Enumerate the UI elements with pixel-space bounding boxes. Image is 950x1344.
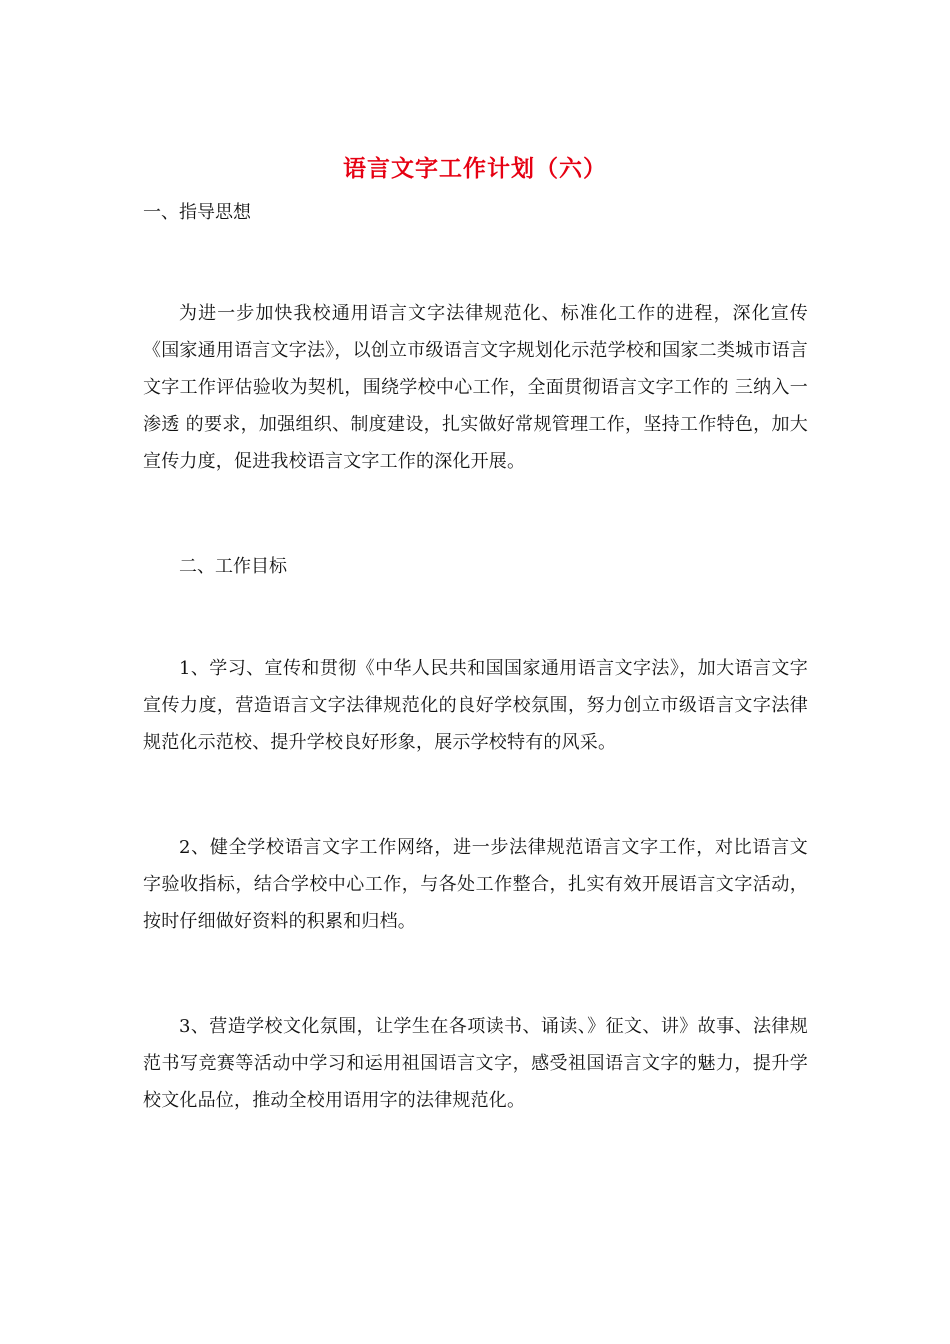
paragraph-goal-1: 1、学习、宣传和贯彻《中华人民共和国国家通用语言文字法》，加大语言文字宣传力度，营造语言文字法律规范化的良好学校氛围，努力创立市级语言文字法律规范化示范校、提升学校良好形象，展示学校特有的风采。	[143, 658, 808, 753]
paragraph-goal-2: 2、健全学校语言文字工作网络，进一步法律规范语言文字工作，对比语言文字验收指标，结合学校中心工作，与各处工作整合，扎实有效开展语言文字活动，按时仔细做好资料的积累和归档。	[143, 837, 808, 932]
paragraph-goal-3: 3、营造学校文化氛围，让学生在各项读书、诵读、》征文、讲》故事、法律规范书写竞赛等活动中学习和运用祖国语言文字，感受祖国语言文字的魅力，提升学校文化品位，推动全校用语用字的法律规范化。	[143, 1016, 808, 1111]
document-title: 语言文字工作计划（六）	[343, 155, 607, 182]
section-heading-guiding-ideology: 一、指导思想	[143, 202, 251, 223]
section-heading-work-goals: 二、工作目标	[179, 556, 287, 577]
paragraph-guiding-ideology: 为进一步加快我校通用语言文字法律规范化、标准化工作的进程，深化宣传《国家通用语言文字法》，以创立市级语言文字规划化示范学校和国家二类城市语言文字工作评估验收为契机，围绕学校中心工作，全面贯彻语言文字工作的 三纳入一渗透 的要求，加强组织、制度建设，扎实做好常规管理工作，坚持工作特色，加大宣传力度，促进我校语言文字工作的深化开展。	[143, 303, 808, 472]
